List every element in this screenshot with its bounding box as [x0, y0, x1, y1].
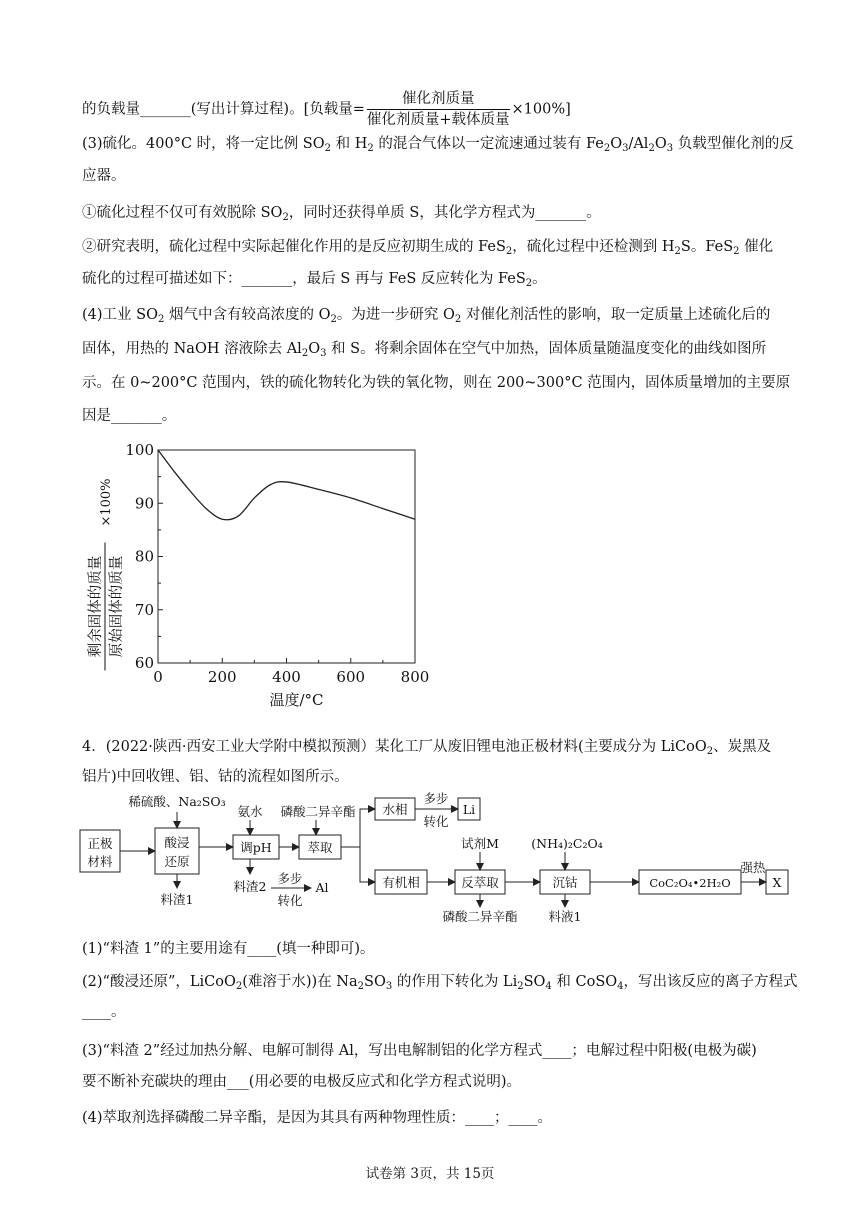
loading-suffix: ×100%]: [511, 101, 571, 118]
label-multistep-li-1: 多步: [423, 791, 449, 806]
y-tick-label: 60: [134, 654, 154, 672]
sulfurization-paragraph-line2: 应器。: [82, 168, 126, 184]
reagent-ammonia: 氨水: [237, 804, 263, 819]
label-multistep-al-2: 转化: [277, 893, 303, 908]
label-heat: 强热: [740, 860, 766, 875]
question-part-4-line1: (4)工业 $SO_2$ 烟气中含有较高浓度的 $O_2$。为进一步研究 $O_2$ 对催化剂活性的影响，取一定质量上述硫化后的: [82, 307, 771, 325]
label-multistep-li-2: 转化: [423, 814, 449, 829]
y-axis-label: [87, 478, 125, 670]
x-axis-label: 温度/°C: [269, 691, 324, 709]
reagent-leach: 稀硫酸、Na₂SO₃: [128, 794, 226, 809]
sulfurization-paragraph-line1: (3)硫化。400°C 时，将一定比例 $SO_2$ 和 $H_2$ 的混合气体以一定流速通过装有 $Fe_2O_3/Al_2O_3$ 负载型催化剂的反: [82, 136, 794, 154]
question-part-4-line4: 因是_______。: [82, 408, 177, 424]
box-product-label: CoC₂O₄•2H₂O: [649, 876, 731, 890]
y-tick-label: 80: [134, 547, 154, 566]
q4-part-2-line2: ____。: [82, 1004, 126, 1020]
q4-part-1: (1)“料渣 1”的主要用途有____(填一种即可)。: [82, 941, 375, 957]
y-axis-label-numerator: 剩余固体的质量: [88, 555, 104, 658]
loading-fraction: [367, 90, 510, 129]
x-tick-label: 0: [153, 668, 163, 686]
question-part-4-line3: 示。在 0~200°C 范围内，铁的硫化物转化为铁的氧化物，则在 200~300°C 范围内，固体质量增加的主要原: [82, 375, 791, 391]
q4-intro-line2: 铝片)中回收锂、铝、钴的流程如图所示。: [82, 769, 349, 785]
output-ester: 磷酸二异辛酯: [442, 909, 518, 924]
output-liquor: 料液1: [548, 909, 582, 924]
box-ph-label: 调pH: [240, 840, 272, 855]
q4-intro-line1: 4．(2022·陕西·西安工业大学附中模拟预测）某化工厂从废旧锂电池正极材料(主要成分为 LiCoO$_2$、炭黑及: [82, 739, 772, 757]
reagent-ester: 磷酸二异辛酯: [280, 804, 356, 819]
question-part-2-line1: ②研究表明，硫化过程中实际起催化作用的是反应初期生成的 FeS$_2$，硫化过程中还检测到 $H_2S$。FeS$_2$ 催化: [82, 239, 774, 257]
box-backextract-label: 反萃取: [461, 875, 499, 890]
loading-text: 的负载量_______(写出计算过程)。[负载量=: [82, 101, 365, 118]
q4-part-2-line1: (2)“酸浸还原”，LiCoO$_2$(难溶于水))在 $Na_2SO_3$ 的作用下转化为 $Li_2SO_4$ 和 CoSO$_4$，写出该反应的离子方程式: [82, 974, 798, 992]
label-multistep-al-1: 多步: [277, 871, 303, 886]
box-cathode-label-2: 材料: [87, 854, 113, 869]
q4-part-4: (4)萃取剂选择磷酸二异辛酯，是因为其具有两种物理性质：____；____。: [82, 1110, 553, 1126]
q4-part-3-line1: (3)“料渣 2”经过加热分解、电解可制得 Al，写出电解制铝的化学方程式____；电解过程中阳极(电极为碳): [82, 1043, 757, 1059]
x-tick-label: 600: [336, 668, 366, 686]
y-axis-label-suffix: ×100%: [99, 478, 114, 527]
y-tick-label: 70: [134, 600, 154, 619]
question-part-2-line2: 硫化的过程可描述如下：_______，最后 S 再与 FeS 反应转化为 FeS$_2$。: [82, 271, 547, 289]
output-residue1: 料渣1: [160, 892, 194, 907]
box-extract-label: 萃取: [307, 840, 333, 855]
output-residue2: 料渣2: [233, 879, 267, 894]
y-tick-label: 100: [125, 441, 154, 459]
box-leach-label-2: 还原: [164, 854, 190, 869]
x-tick-label: 200: [207, 668, 237, 686]
reagent-oxalate: (NH₄)₂C₂O₄: [531, 836, 603, 851]
box-aqueous-label: 水相: [382, 802, 408, 817]
x-tick-label: 800: [400, 668, 430, 686]
box-organic-label: 有机相: [382, 875, 420, 890]
mass-temperature-chart: [78, 440, 438, 710]
loading-formula-line: [82, 90, 571, 129]
q4-part-3-line2: 要不断补充碳块的理由___(用必要的电极反应式和化学方程式说明)。: [82, 1074, 522, 1090]
box-cathode-label-1: 正极: [87, 836, 113, 851]
question-part-1: ①硫化过程不仅可有效脱除 $SO_2$，同时还获得单质 S，其化学方程式为_______。: [82, 205, 601, 223]
page-footer: 试卷第 3页，共 15页: [365, 1166, 495, 1182]
mass-curve: [158, 450, 415, 520]
reagent-m: 试剂M: [461, 836, 499, 851]
process-flow-diagram: [70, 790, 800, 930]
question-part-4-line2: 固体，用热的 NaOH 溶液除去 $Al_2O_3$ 和 S。将剩余固体在空气中加热，固体质量随温度变化的曲线如图所: [82, 341, 767, 359]
box-leach-label-1: 酸浸: [164, 835, 190, 850]
box-precip-label: 沉钴: [552, 875, 578, 890]
x-tick-label: 400: [272, 668, 301, 686]
fraction-numerator: 催化剂质量: [367, 90, 510, 110]
y-tick-label: 90: [134, 494, 154, 513]
box-x-label: X: [772, 875, 782, 890]
fraction-denominator: 催化剂质量+载体质量: [366, 112, 510, 128]
y-axis-label-denominator: 原始固体的质量: [109, 555, 125, 658]
output-al: Al: [315, 880, 329, 895]
box-li-label: Li: [462, 802, 476, 817]
